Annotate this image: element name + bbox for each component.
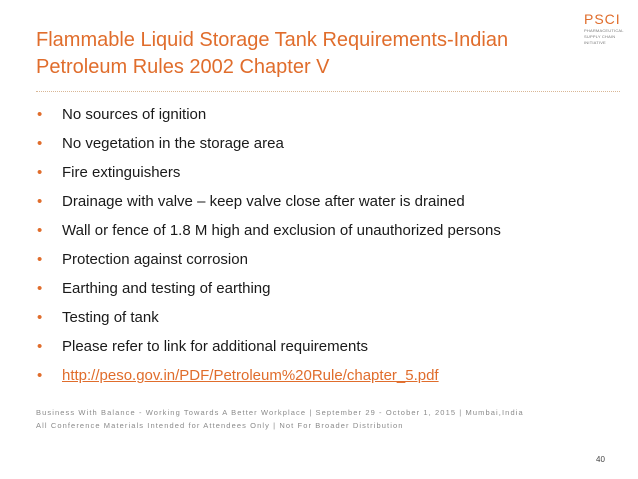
slide-title (36, 27, 566, 81)
bullet-marker: • (37, 222, 43, 239)
bullet-marker: • (37, 193, 43, 210)
footer-distribution-line: All Conference Materials Intended for Attendees Only | Not For Broader Distribution (36, 421, 404, 430)
bullet-item (36, 274, 626, 303)
logo-wordmark: PSCI (584, 11, 621, 27)
bullet-text: Testing of tank (62, 309, 159, 326)
bullet-text: Fire extinguishers (62, 164, 181, 181)
bullet-item (36, 100, 626, 129)
slide-title-line-2: Petroleum Rules 2002 Chapter V (36, 56, 330, 78)
bullet-marker: • (37, 251, 43, 268)
bullet-text: Wall or fence of 1.8 M high and exclusion of unauthorized persons (62, 222, 501, 239)
page-number: 40 (596, 455, 605, 464)
bullet-marker: • (37, 338, 43, 355)
logo-subtitle-line-2: SUPPLY CHAIN (584, 34, 616, 39)
logo-subtitle-line-1: PHARMACEUTICAL (584, 28, 624, 33)
psci-logo (584, 10, 634, 46)
title-divider (36, 91, 620, 92)
logo-subtitle-line-3: INITIATIVE (584, 40, 606, 45)
bullet-list (36, 100, 626, 390)
bullet-marker: • (37, 106, 43, 123)
bullet-item (36, 303, 626, 332)
bullet-text: Please refer to link for additional requirements (62, 338, 368, 355)
bullet-item (36, 216, 626, 245)
bullet-item (36, 361, 626, 390)
chapter-5-pdf-link[interactable]: http://peso.gov.in/PDF/Petroleum%20Rule/chapter_5.pdf (62, 367, 439, 384)
footer (36, 406, 626, 432)
bullet-text: Earthing and testing of earthing (62, 280, 271, 297)
slide-title-line-1: Flammable Liquid Storage Tank Requirements-Indian (36, 29, 509, 51)
bullet-marker: • (37, 367, 43, 384)
bullet-item (36, 245, 626, 274)
bullet-text: No vegetation in the storage area (62, 135, 284, 152)
bullet-item (36, 158, 626, 187)
bullet-marker: • (37, 135, 43, 152)
bullet-item (36, 332, 626, 361)
footer-conference-line: Business With Balance - Working Towards A Better Workplace | September 29 - October 1, 2015 | Mumbai,India (36, 408, 524, 417)
bullet-item (36, 129, 626, 158)
bullet-text: No sources of ignition (62, 106, 207, 123)
bullet-text: Drainage with valve – keep valve close after water is drained (62, 193, 465, 210)
bullet-text: Protection against corrosion (62, 251, 248, 268)
bullet-marker: • (37, 280, 43, 297)
logo-subtitle (584, 28, 634, 46)
bullet-marker: • (37, 309, 43, 326)
bullet-item (36, 187, 626, 216)
bullet-marker: • (37, 164, 43, 181)
